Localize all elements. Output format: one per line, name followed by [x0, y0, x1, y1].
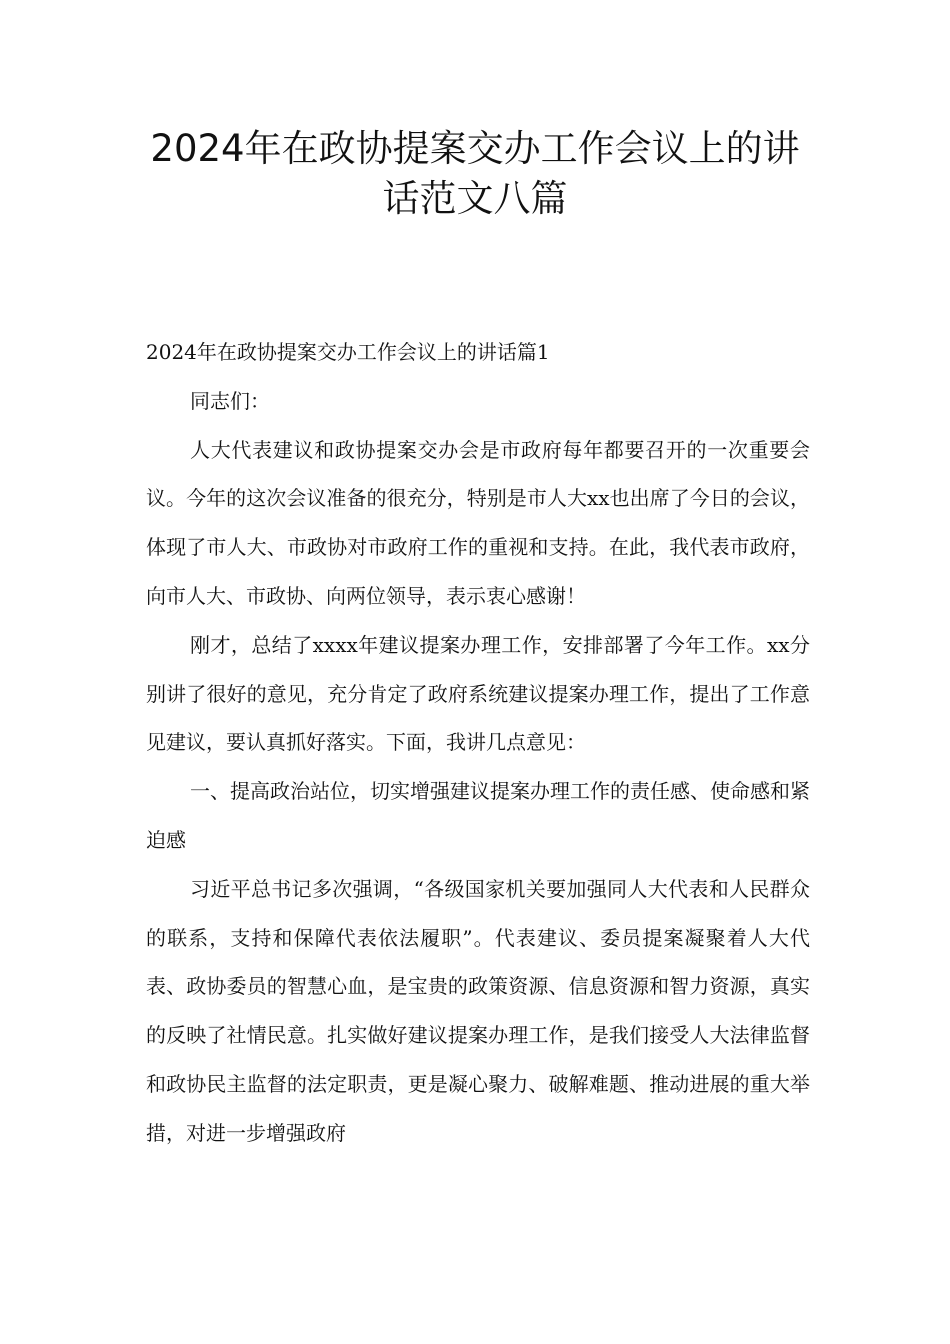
greeting: 同志们： [190, 388, 270, 413]
document-title [120, 124, 830, 224]
section-heading: 2024年在政协提案交办工作会议上的讲话篇1 [146, 340, 550, 364]
document-body [146, 328, 810, 1158]
document-title-line-1: 2024年在政协提案交办工作会议上的讲 [150, 127, 800, 170]
paragraph-3-heading: 一、提高政治站位，切实增强建议提案办理工作的责任感、使命感和紧迫感 [146, 779, 810, 852]
paragraph-2: 刚才，总结了xxxx年建议提案办理工作，安排部署了今年工作。xx分别讲了很好的意见，充分肯定了政府系统建议提案办理工作，提出了工作意见建议，要认真抓好落实。下面，我讲几点意见： [146, 632, 810, 755]
document-title-line-2: 话范文八篇 [382, 177, 568, 220]
paragraph-1: 人大代表建议和政协提案交办会是市政府每年都要召开的一次重要会议。今年的这次会议准备的很充分，特别是市人大xx也出席了今日的会议，体现了市人大、市政协对市政府工作的重视和支持。在此，我代表市政府，向市人大、市政协、向两位领导，表示衷心感谢！ [146, 437, 810, 608]
paragraph-4: 习近平总书记多次强调，“各级国家机关要加强同人大代表和人民群众的联系，支持和保障代表依法履职”。代表建议、委员提案凝聚着人大代表、政协委员的智慧心血，是宝贵的政策资源、信息资源和智力资源，真实的反映了社情民意。扎实做好建议提案办理工作，是我们接受人大法律监督和政协民主监督的法定职责，更是凝心聚力、破解难题、推动进展的重大举措，对进一步增强政府 [146, 876, 810, 1145]
